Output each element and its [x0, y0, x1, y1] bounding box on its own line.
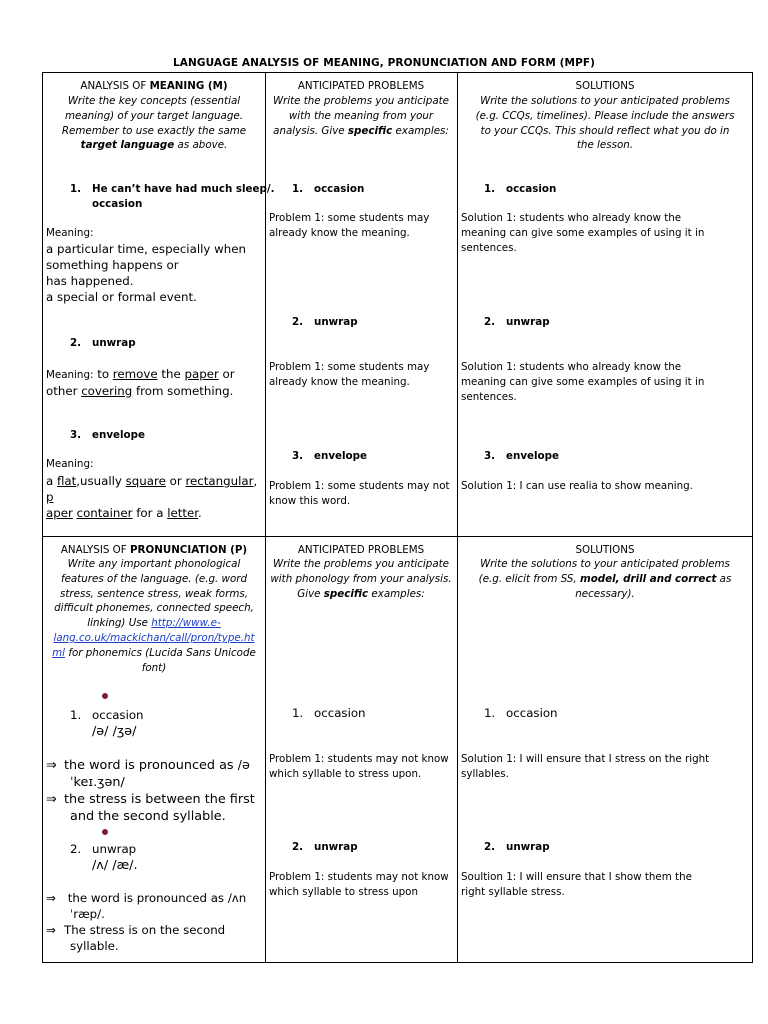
solutions-instructions: Write the solutions to your anticipated problems (e.g. CCQs, timelines). Please include the answers to your CCQs. This should reflect what you do in the lesson. — [475, 95, 735, 152]
problem-item-1: 1. occasion — [292, 183, 365, 195]
solution-item-2: 2. unwrap — [484, 316, 550, 328]
pron-problem-item-2: 2. unwrap — [292, 841, 358, 853]
pron-item-1-phonemes: /ə/ /ʒə/ — [92, 724, 137, 739]
solutions-heading: SOLUTIONS — [575, 544, 635, 556]
arrow-icon: ⇒ — [46, 923, 56, 937]
problem-item-3: 3. envelope — [292, 450, 367, 462]
solution-1-text: Solution 1: students who already know the meaning can give some examples of using it in sentences. — [461, 212, 705, 254]
problems-instructions: Write the problems you anticipate with the meaning from your analysis. Give specific examples: — [272, 95, 450, 137]
pron-item-2-bullets: ⇒ the word is pronounced as /ʌn ˈræp/. ⇒ The stress is on the second syllable. — [46, 891, 247, 953]
pron-item-2-phonemes: /ʌ/ /æ/. — [92, 858, 138, 873]
pron-solution-item-2: 2. unwrap — [484, 841, 550, 853]
solution-3-text: Solution 1: I can use realia to show meaning. — [461, 480, 693, 492]
arrow-icon: ⇒ — [46, 758, 57, 773]
row-divider — [43, 536, 752, 537]
meaning-instructions: Write the key concepts (essential meaning) of your target language. Remember to use exactly the same target language as above. — [61, 95, 247, 152]
pron-solution-1-text: Solution 1: I will ensure that I stress on the right syllables. — [461, 753, 710, 780]
problems-heading: ANTICIPATED PROBLEMS — [297, 544, 425, 556]
meaning-item-1-word: occasion — [92, 198, 143, 210]
problems-instructions: Write the problems you anticipate with phonology from your analysis. Give specific examples: — [270, 558, 452, 600]
column-divider — [457, 73, 458, 962]
phonemics-link[interactable]: http://www.e- — [151, 617, 221, 630]
solution-item-3: 3. envelope — [484, 450, 559, 462]
solution-2-text: Solution 1: students who already know the meaning can give some examples of using it in sentences. — [461, 361, 705, 403]
stress-dot-icon — [102, 693, 108, 699]
stress-dot-icon — [102, 829, 108, 835]
arrow-icon: ⇒ — [46, 891, 56, 905]
meaning-item-1: 1. He can’t have had much sleep/. — [70, 183, 275, 195]
column-divider — [265, 73, 266, 962]
meaning-heading: ANALYSIS OF MEANING (M) — [80, 80, 228, 92]
pron-solution-2-text: Soultion 1: I will ensure that I show them the right syllable stress. — [461, 871, 692, 898]
document-title: LANGUAGE ANALYSIS OF MEANING, PRONUNCIATION AND FORM (MPF) — [172, 57, 596, 69]
arrow-icon: ⇒ — [46, 792, 57, 807]
meaning-label: Meaning: — [46, 458, 94, 470]
pron-problem-1-text: Problem 1: students may not know which syllable to stress upon. — [269, 753, 449, 780]
meaning-item-2-definition: Meaning: to remove the paper or other covering from something. — [46, 367, 235, 398]
pron-item-1-bullets: ⇒ the word is pronounced as /ə ˈkeɪ.ʒən/ ⇒ the stress is between the first and the second syllable. — [46, 758, 255, 824]
problems-heading: ANTICIPATED PROBLEMS — [297, 80, 425, 92]
problem-2-text: Problem 1: some students may already know the meaning. — [269, 361, 430, 388]
meaning-item-1-definition: a particular time, especially when something happens or has happened. a special or formal event. — [46, 242, 246, 304]
pron-problem-item-1: 1. occasion — [292, 706, 366, 720]
pronunciation-instructions: Write any important phonological features of the language. (e.g. word stress, sentence stress, weak forms, difficult phonemes, connected speech, linking) Use http://www.e- lang.co.uk/mackichan/call/pron/type.ht ml for phonemics (Lucida Sans Unicode font) — [52, 558, 256, 674]
solutions-heading: SOLUTIONS — [575, 80, 635, 92]
problem-item-2: 2. unwrap — [292, 316, 358, 328]
pron-item-2: 2. unwrap — [70, 842, 137, 856]
pronunciation-heading: ANALYSIS OF PRONUNCIATION (P) — [60, 544, 248, 556]
pron-item-1: 1. occasion — [70, 708, 144, 722]
pron-problem-2-text: Problem 1: students may not know which syllable to stress upon — [269, 871, 449, 898]
phonemics-link[interactable]: ml — [52, 646, 66, 659]
meaning-label: Meaning: — [46, 227, 94, 239]
problem-3-text: Problem 1: some students may not know this word. — [269, 480, 450, 507]
meaning-item-3: 3. envelope — [70, 429, 145, 441]
solutions-instructions: Write the solutions to your anticipated problems (e.g. elicit from SS, model, drill and correct as necessary). — [478, 558, 732, 600]
meaning-item-3-definition: a flat,usually square or rectangular, p aper container for a letter. — [46, 474, 258, 520]
solution-item-1: 1. occasion — [484, 183, 557, 195]
meaning-item-2: 2. unwrap — [70, 337, 136, 349]
pron-solution-item-1: 1. occasion — [484, 706, 558, 720]
phonemics-link[interactable]: lang.co.uk/mackichan/call/pron/type.ht — [53, 631, 255, 644]
problem-1-text: Problem 1: some students may already know the meaning. — [269, 212, 430, 239]
